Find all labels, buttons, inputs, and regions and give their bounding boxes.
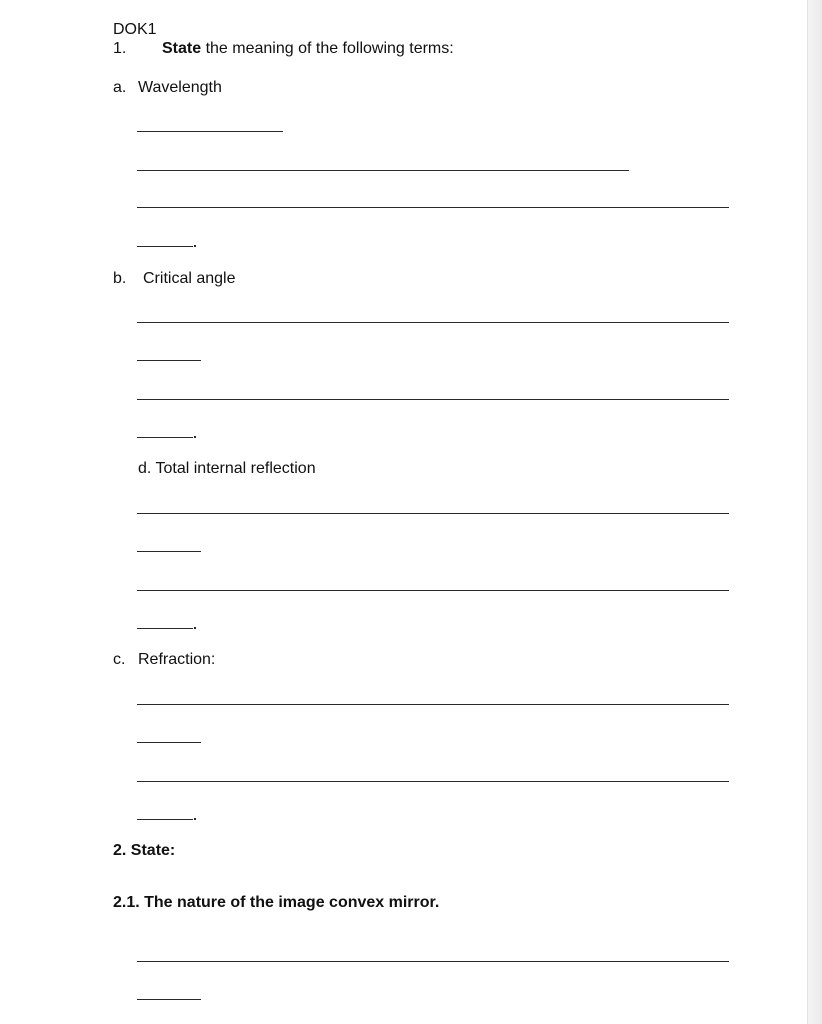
answer-line[interactable] xyxy=(137,322,729,323)
period-mark xyxy=(194,436,196,438)
period-mark xyxy=(194,627,196,629)
answer-line[interactable] xyxy=(137,207,729,208)
item-d-term xyxy=(138,461,316,477)
item-b-term: Critical angle xyxy=(143,270,236,287)
answer-line[interactable] xyxy=(137,961,729,962)
item-d-label: d. xyxy=(138,460,152,477)
page-edge xyxy=(807,0,822,1024)
question-2-heading: 2. State: xyxy=(113,842,176,859)
item-d-text: Total internal reflection xyxy=(155,460,316,477)
answer-line[interactable] xyxy=(137,628,193,629)
answer-line[interactable] xyxy=(137,437,193,438)
question-1-verb: State xyxy=(162,40,202,57)
answer-line[interactable] xyxy=(137,399,729,400)
answer-line[interactable] xyxy=(137,999,201,1000)
answer-line[interactable] xyxy=(137,513,729,514)
period-mark xyxy=(194,818,196,820)
answer-line[interactable] xyxy=(137,246,193,247)
question-1-number: 1. xyxy=(113,40,127,57)
item-a-term: Wavelength xyxy=(138,79,222,96)
item-c-label: c. xyxy=(113,651,126,668)
answer-line[interactable] xyxy=(137,360,201,361)
answer-line[interactable] xyxy=(137,170,629,171)
document-code: DOK1 xyxy=(113,21,157,38)
period-mark xyxy=(194,245,196,247)
answer-line[interactable] xyxy=(137,781,729,782)
answer-line[interactable] xyxy=(137,742,201,743)
item-c-term: Refraction: xyxy=(138,651,216,668)
question-1-prompt xyxy=(162,41,454,57)
answer-line[interactable] xyxy=(137,704,729,705)
item-a-label: a. xyxy=(113,79,127,96)
answer-line[interactable] xyxy=(137,590,729,591)
item-b-label: b. xyxy=(113,270,127,287)
answer-line[interactable] xyxy=(137,819,193,820)
question-2-1-prompt: 2.1. The nature of the image convex mirror. xyxy=(113,894,440,911)
answer-line[interactable] xyxy=(137,551,201,552)
question-1-text: the meaning of the following terms: xyxy=(201,40,454,57)
answer-line[interactable] xyxy=(137,131,283,132)
